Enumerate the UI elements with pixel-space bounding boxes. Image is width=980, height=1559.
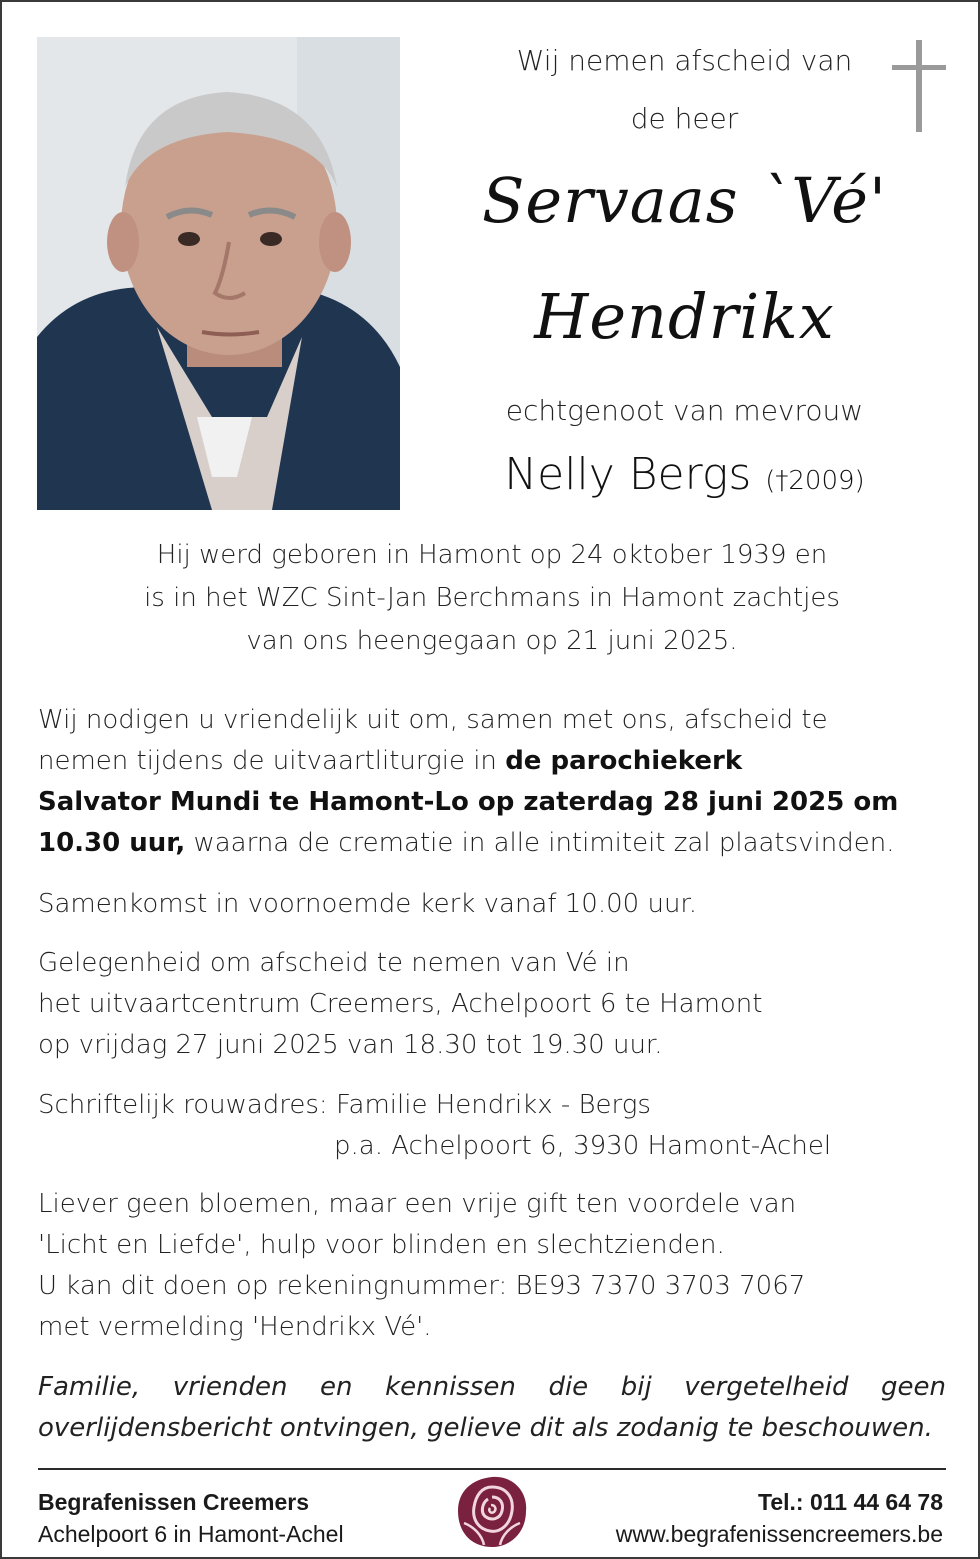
ceremony-time-bold: 10.30 uur, xyxy=(38,828,186,858)
viewing-line-3: op vrijdag 27 juni 2025 van 18.30 tot 19.30 uur. xyxy=(38,1030,663,1060)
birth-line-2: is in het WZC Sint-Jan Berchmans in Hamont zachtjes xyxy=(144,583,840,613)
phone-number[interactable]: Tel.: 011 44 64 78 xyxy=(758,1489,943,1515)
footer-divider xyxy=(38,1468,946,1470)
closing-note: Familie, vrienden en kennissen die bij vergetelheid geen overlijdensbericht ontvingen, gelieve dit als zodanig te beschouwen. xyxy=(38,1372,946,1443)
intro-line-2: de heer xyxy=(630,102,739,135)
invitation-line-3 xyxy=(38,782,953,823)
invitation-line-2-text: nemen tijdens de uitvaartliturgie in xyxy=(38,746,506,776)
mourning-address xyxy=(38,1085,953,1167)
church-date-bold: Salvator Mundi te Hamont-Lo op zaterdag 28 juni 2025 om xyxy=(38,787,899,817)
donation-line-4: met vermelding 'Hendrikx Vé'. xyxy=(38,1312,432,1342)
deceased-first-name: Servaas `Vé' xyxy=(481,164,888,237)
invitation-line-2 xyxy=(38,741,953,782)
birth-line-3: van ons heengegaan op 21 juni 2025. xyxy=(246,626,738,656)
gathering-text: Samenkomst in voornoemde kerk vanaf 10.00 uur. xyxy=(38,889,697,919)
spouse-intro: echtgenoot van mevrouw xyxy=(505,394,864,427)
company-address: Achelpoort 6 in Hamont-Achel xyxy=(38,1521,344,1547)
invitation-line-4-text: waarna de crematie in alle intimiteit zal plaatsvinden. xyxy=(185,828,895,858)
spouse-died-year: (†2009) xyxy=(765,466,865,496)
spouse-name-line xyxy=(452,449,917,500)
deceased-last-name: Hendrikx xyxy=(534,280,835,353)
church-name-bold: de parochiekerk xyxy=(505,746,743,776)
donation-line-1: Liever geen bloemen, maar een vrije gift ten voordele van xyxy=(38,1189,797,1219)
birth-paragraph xyxy=(42,534,942,663)
invitation-line-1: Wij nodigen u vriendelijk uit om, samen met ons, afscheid te xyxy=(38,705,828,735)
viewing-line-1: Gelegenheid om afscheid te nemen van Vé in xyxy=(38,948,630,978)
birth-line-1: Hij werd geboren in Hamont op 24 oktober 1939 en xyxy=(156,540,828,570)
address-line-2: p.a. Achelpoort 6, 3930 Hamont-Achel xyxy=(334,1131,832,1161)
viewing-line-2: het uitvaartcentrum Creemers, Achelpoort 6 te Hamont xyxy=(38,989,763,1019)
footer-company-block xyxy=(38,1486,344,1550)
invitation-line-4 xyxy=(38,823,953,864)
address-line-1: Schriftelijk rouwadres: Familie Hendrikx - Bergs xyxy=(38,1090,651,1120)
intro-line-1: Wij nemen afscheid van xyxy=(516,44,853,77)
viewing-paragraph xyxy=(38,943,953,1066)
portrait-photo xyxy=(37,37,400,510)
rose-logo-icon xyxy=(454,1473,530,1549)
company-name: Begrafenissen Creemers xyxy=(38,1489,310,1515)
footer-contact-block xyxy=(616,1486,943,1550)
donation-paragraph xyxy=(38,1184,953,1348)
donation-line-3: U kan dit doen op rekeningnummer: BE93 7370 3703 7067 xyxy=(38,1271,806,1301)
donation-line-2: 'Licht en Liefde', hulp voor blinden en slechtzienden. xyxy=(38,1230,725,1260)
website-link[interactable]: www.begrafenissencreemers.be xyxy=(615,1521,943,1547)
portrait-illustration xyxy=(37,37,400,510)
invitation-paragraph xyxy=(38,700,953,864)
spouse-name: Nelly Bergs xyxy=(504,449,752,500)
